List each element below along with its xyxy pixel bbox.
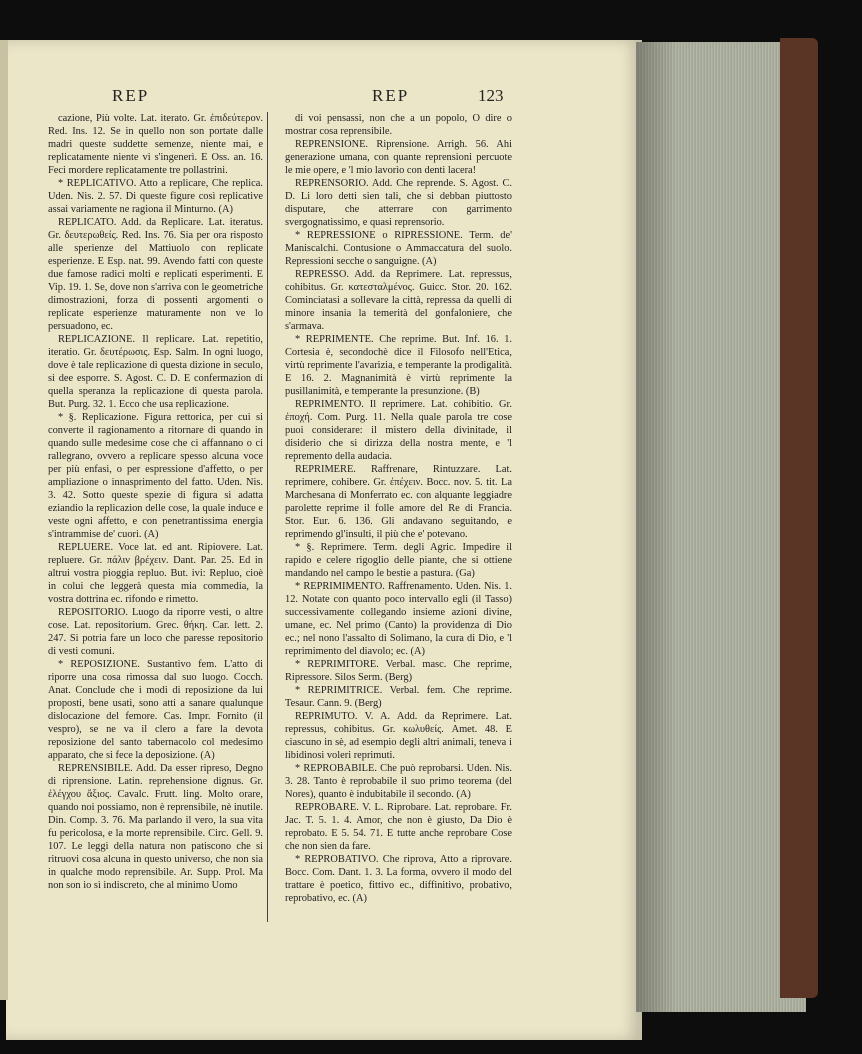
entry-paragraph: * REPRIMENTE. Che reprime. But. Inf. 16. 1. Cortesia è, secondochè dice il Filosofo nell'Etica, virtù reprimente l'avarizia, e temperante la prodigalità. E 16. 2. Magnanimità è virtù reprimente la pusillanimità, e temperante la presunzione. (B) [285,334,512,397]
entry-paragraph: * REPROBATIVO. Che riprova, Atto a riprovare. Bocc. Com. Dant. 1. 3. La forma, ovvero il modo del trattare è poetico, fittivo ec., diffinitivo, probativo, reprobativo, ec. (A) [285,854,512,904]
page-block-shadow [636,42,676,1012]
entry-paragraph: REPOSITORIO. Luogo da riporre vesti, o altre cose. Lat. repositorium. Grec. θήκη. Car. lett. 2. 247. Si potria fare un loco che paresse repositorio di vesti comuni. [48,607,263,657]
entry-paragraph: REPRIMUTO. V. A. Add. da Reprimere. Lat. repressus, cohibitus. Gr. κωλυθείς. Amet. 48. E ciascuno in sè, ad esempio degli altri animali, teneva i libidinosi voleri reprimuti. [285,711,512,761]
entry-paragraph: REPRIMENTO. Il reprimere. Lat. cohibitio. Gr. ἐποχή. Com. Purg. 11. Nella quale parola tre cose puoi considerare: il mistero della divinitade, il disiderio che si dirizza della nostra mente, e 'l repremento della audacia. [285,399,512,462]
entry-paragraph: * §. Reprimere. Term. degli Agric. Impedire il rapido e celere rigoglio delle piante, che si ottiene mandando nel campo le bestie a pastura. (Ga) [285,542,512,579]
entry-paragraph: * §. Replicazione. Figura rettorica, per cui si converte il ragionamento a ritornare di quando in quando sulle medesime cose che ci affannano o ci rallegrano, ovvero a replicare spesso alcuna voce per più enfasi, o per espressione d'affetto, o per ampliazione o innasprimento del fatto. Uden. Nis. 3. 42. Sotto queste spezie di figura si adatta eziandio la replicazion delle cose, la quale induce e veste ogni affetto, e con penetrantissima energia s'intrammise de' cuori. (A) [48,412,263,540]
entry-paragraph: REPRIMERE. Raffrenare, Rintuzzare. Lat. reprimere, cohibere. Gr. ἐπέχειν. Bocc. nov. 5. tit. La Marchesana di Monferrato ec. con alquante leggiadre parolette reprime il folle amore del Re di Francia. Stor. Eur. 6. 136. Gli andavano seguitando, e reprimendo gl'insulti, il più che e' potevano. [285,464,512,540]
entry-paragraph: * REPROBABILE. Che può reprobarsi. Uden. Nis. 3. 28. Tanto è reprobabile il suo primo teorema (del Nores), quanto è indubitabile il secondo. (A) [285,763,512,800]
entry-paragraph: REPLUERE. Voce lat. ed ant. Ripiovere. Lat. repluere. Gr. πάλιν βρέχειν. Dant. Par. 25. Ed in altrui vostra pioggia repluo. But. ivi: Repluo, cioè in colui che leggerà questa mia commedia, la vostra dottrina ec. rifondo e rimetto. [48,542,263,605]
running-head-left: REP [112,86,150,105]
column-divider [267,112,268,922]
entry-paragraph: di voi pensassi, non che a un popolo, O dire o mostrar cosa reprensibile. [285,113,512,137]
entry-paragraph: REPRENSIBILE. Add. Da esser ripreso, Degno di riprensione. Latin. reprehensione dignus. Gr. ἐλέγχου ἄξιος. Cavalc. Frutt. ling. Molto orare, quando noi possiamo, non è reprensibile, nè inutile. Din. Comp. 3. 76. Ma parlando il vero, la sua vita fu pericolosa, e la morte reprensibile. Circ. Gell. 9. 107. Le leggi della natura non patiscono che si ritruovi cosa alcuna in questo universo, che non sia in qualche modo reprensibile. Ar. Supp. Prol. Ma non son io sì indiscreto, che al minimo Uomo [48,763,263,891]
dictionary-column-right [285,112,512,905]
entry-paragraph: cazione, Più volte. Lat. iterato. Gr. ἐπιδεύτερον. Red. Ins. 12. Se in quello non son portate dalle madri queste suddette semenze, niente mai, e replicatamente niente vi s'ingenerì. E Oss. an. 16. Feci mordere replicatamente tre pollastrini. [48,113,263,176]
dictionary-column-left [48,112,263,892]
entry-paragraph: * REPRIMIMENTO. Raffrenamento. Uden. Nis. 1. 12. Notate con quanto poco intervallo egli (il Tasso) successivamente collegando insieme azioni divine, umane, ec. Nel primo (Canto) la providenza di Dio ec.; nel nono l'assalto di Solimano, la cura di Dio, e 'l reprimimento del diavolo; ec. (A) [285,581,512,657]
entry-paragraph: * REPRESSIONE o RIPRESSIONE. Term. de' Maniscalchi. Contusione o Ammaccatura del suolo. Repressioni secche o sanguigne. (A) [285,230,512,267]
entry-paragraph: REPRENSORIO. Add. Che reprende. S. Agost. C. D. Li loro detti sien tali, che si debban piuttosto disputare, che atterrare con garrimento svergognatissimo, e quasi reprensorio. [285,178,512,228]
entry-paragraph: REPRESSO. Add. da Reprimere. Lat. repressus, cohibitus. Gr. κατεσταλμένος. Guicc. Stor. 20. 162. Cominciatasi a sollevare la città, repressa da quelli di minore insania la temerità del gonfaloniere, che s'armava. [285,269,512,332]
previous-page-edge [0,40,8,1000]
entry-paragraph: * REPRIMITORE. Verbal. masc. Che reprime, Ripressore. Silos Serm. (Berg) [285,659,512,683]
book-cover-edge [780,38,818,998]
entry-paragraph: * REPOSIZIONE. Sustantivo fem. L'atto di riporre una cosa rimossa dal suo luogo. Cocch. Anat. Conclude che i modi di reposizione da lui proposti, bene usati, sono atti a sanare qualunque dislocazione del femore. Cas. Impr. Fornito (il vespro), se ne va il clero a fare la devota reposizione del santo tabernacolo col medesimo apparato, che si fece la deposizione. (A) [48,659,263,761]
entry-paragraph: REPRENSIONE. Riprensione. Arrigh. 56. Ahi generazione umana, con quante reprensioni percuote le mie opere, e 'l mio lavorìo con denti lacera! [285,139,512,176]
entry-paragraph: REPROBARE. V. L. Riprobare. Lat. reprobare. Fr. Jac. T. 5. 1. 4. Amor, che non è giusto, Da Dio è reprobato. E 5. 54. 71. E tutte anche reprobare Cose che non sien da fare. [285,802,512,852]
entry-paragraph: REPLICAZIONE. Il replicare. Lat. repetitio, iteratio. Gr. δευτέρωσις. Esp. Salm. In ogni luogo, dove è tale replicazione di questa dizione in seculo, si dee esporre. S. Agost. C. D. E confermazion di quella speranza la replicazione di questa parola. But. Purg. 32. 1. Ecco che usa replicazione. [48,334,263,410]
entry-paragraph: * REPRIMITRICE. Verbal. fem. Che reprime. Tesaur. Cann. 9. (Berg) [285,685,512,709]
page-number: 123 [478,86,504,105]
entry-paragraph: REPLICATO. Add. da Replicare. Lat. iteratus. Gr. δευτερωθείς. Red. Ins. 76. Sia per ora risposto alle sperienze del Mattiuolo con replicate esperienze. E Esp. nat. 99. Avendo fatti con queste due famose radici molti e replicati esperimenti. E Vip. 19. 1. Se, dove non s'arriva con le geometriche dimostrazioni, forza di possenti argomenti o replicate esperienze maturamente non ve lo persuadono, ec. [48,217,263,332]
entry-paragraph: * REPLICATIVO. Atto a replicare, Che replica. Uden. Nis. 2. 57. Di queste figure così replicative assai variamente ne ragiona il Minturno. (A) [48,178,263,215]
running-head-center: REP [372,86,410,105]
